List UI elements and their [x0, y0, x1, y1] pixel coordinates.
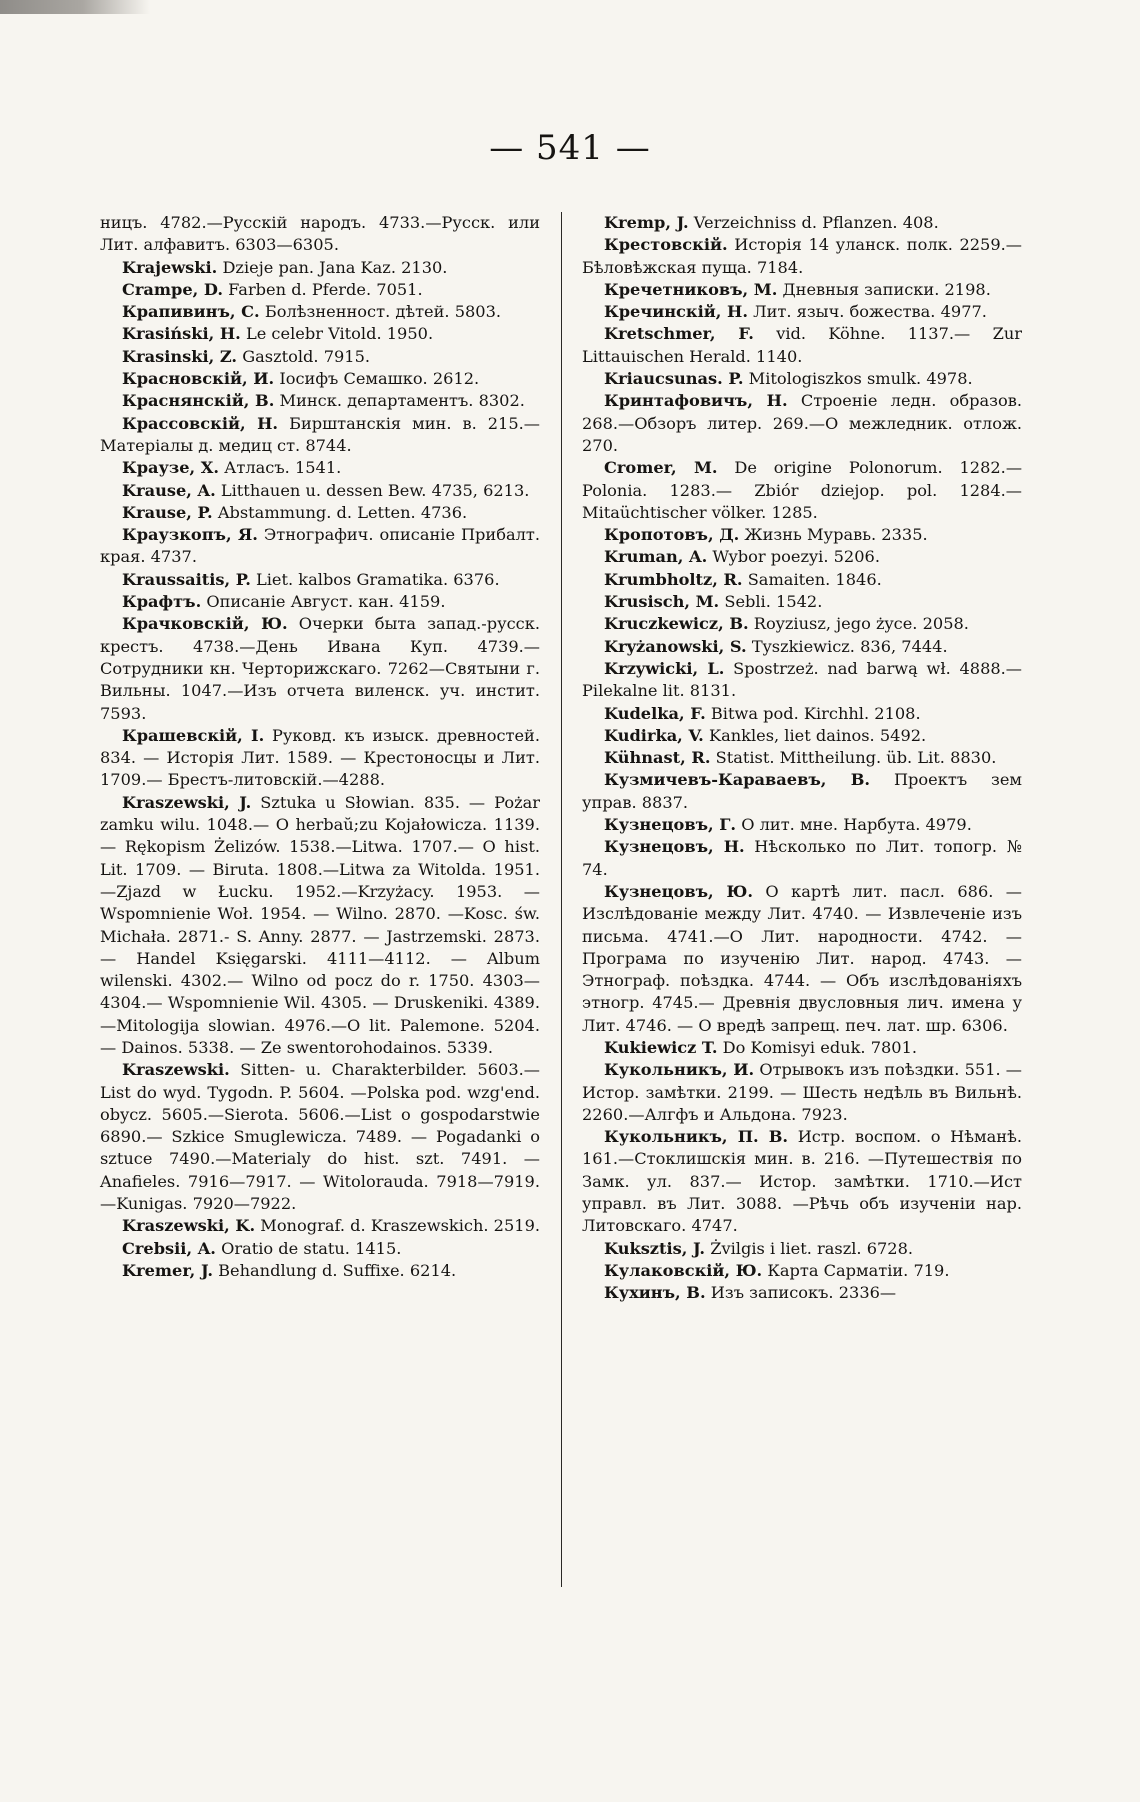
index-entry — [582, 658, 1022, 703]
entry-author: Kukiewicz T. — [604, 1037, 718, 1057]
index-entry — [100, 301, 540, 323]
entry-works: Dzieje pan. Jana Kaz. 2130. — [217, 257, 448, 277]
entry-works: Этнографич. описаніе Прибалт. края. 4737. — [100, 525, 540, 567]
index-entry — [100, 368, 540, 390]
scan-edge-mark — [0, 0, 150, 14]
index-entry — [100, 613, 540, 724]
index-entry — [100, 792, 540, 1060]
entry-works: Болѣзненност. дѣтей. 5803. — [259, 302, 502, 322]
entry-works: De origine Polonorum. 1282.—Polonia. 1283.— Zbiór dziejop. pol. 1284.—Mitaüchtischer völker. 1285. — [582, 458, 1023, 522]
index-entry — [582, 1282, 1022, 1304]
entry-author: Kruman, A. — [604, 547, 708, 567]
index-entry — [582, 814, 1022, 836]
entry-author: Kremp, J. — [604, 213, 689, 232]
entry-author: Краузкопъ, Я. — [122, 525, 258, 545]
entry-author: Кузмичевъ-Караваевъ, В. — [604, 770, 871, 790]
entry-works: Behandlung d. Suffixe. 6214. — [212, 1260, 457, 1280]
entry-author: Crampe, D. — [122, 279, 224, 299]
entry-author: Крестовскій. — [604, 235, 728, 255]
index-entry — [582, 569, 1022, 591]
entry-works: Sebli. 1542. — [719, 592, 823, 612]
entry-author: Krause, P. — [122, 502, 213, 522]
entry-works: Oratio de statu. 1415. — [215, 1238, 402, 1258]
index-entry — [582, 613, 1022, 635]
index-entry — [582, 636, 1022, 658]
index-entry — [582, 769, 1022, 814]
entry-works: Карта Сарматіи. 719. — [762, 1260, 950, 1280]
entry-works: Gasztold. 7915. — [237, 346, 371, 366]
index-entry — [582, 457, 1022, 524]
entry-works: Проектъ зем управ. 8837. — [582, 770, 1022, 812]
index-entry — [582, 1059, 1022, 1126]
entry-author: Krumbholtz, R. — [604, 569, 743, 589]
entry-author: Кузнецовъ, Г. — [604, 815, 737, 835]
entry-author: Kühnast, R. — [604, 748, 711, 768]
right-column — [582, 212, 1022, 1305]
entry-works: Нѣсколько по Лит. топогр. № 74. — [582, 837, 1022, 879]
entry-works: Истр. воспом. о Нѣманѣ. 161.—Стоклишскія мин. в. 216. —Путешествія по Замк. ул. 837.— Истор. замѣтки. 1710.—Ист управл. въ Лит. 3088. —Рѣчь объ изученіи нар. Литовскаго. 4747. — [582, 1127, 1022, 1236]
entry-author: Кречинскій, Н. — [604, 302, 748, 322]
index-entry — [100, 457, 540, 479]
entry-works: vid. Köhne. 1137.— Zur Littauischen Herald. 1140. — [582, 324, 1022, 366]
entry-works: Дневныя записки. 2198. — [777, 279, 991, 299]
column-divider — [561, 212, 562, 1587]
entry-author: Крачковскій, Ю. — [122, 614, 288, 634]
index-entry — [582, 323, 1022, 368]
index-entry — [100, 725, 540, 792]
entry-works: Verzeichniss d. Pflanzen. 408. — [688, 213, 939, 232]
entry-works: Statist. Mittheilung. üb. Lit. 8830. — [710, 748, 997, 768]
entry-author: Кринтафовичъ, Н. — [604, 391, 788, 411]
entry-works: Spostrzeż. nad barwą wł. 4888.—Pilekalne lit. 8131. — [582, 658, 1022, 701]
index-entry — [582, 747, 1022, 769]
entry-works: Wybor poezyi. 5206. — [707, 547, 880, 567]
entry-author: Krajewski. — [122, 257, 218, 277]
index-entry — [582, 836, 1022, 881]
entry-author: Kraszewski. — [122, 1060, 230, 1080]
index-entry — [100, 390, 540, 412]
index-entry — [582, 212, 1022, 234]
entry-author: Крассовскій, Н. — [122, 413, 279, 433]
entry-works: Abstammung. d. Letten. 4736. — [212, 502, 468, 522]
index-entry — [582, 546, 1022, 568]
entry-works: Изъ записокъ. 2336— — [705, 1283, 897, 1303]
index-entry — [100, 279, 540, 301]
entry-works: Sztuka u Słowian. 835. — Pożar zamku wilu. 1048.— O herbaŭ;zu Kojałowicza. 1139. — Rękopism Żelizów. 1538.—Litwa. 1707.— O hist. Lit. 1709. — Biruta. 1808.—Litwa za Witolda. 1951. —Zjazd w Łucku. 1952.—Krzyżacy. 1953. —Wspomnienie Woł. 1954. — Wilno. 2870. —Kosc. św. Michała. 2871.- S. Anny. 2877. — Jastrzemski. 2873. — Handel Księgarski. 4111—4112. — Album wilenski. 4302.— Wilno od pocz do r. 1750. 4303—4304.— Wspomnienie Wil. 4305. — Druskeniki. 4389. —Mitologija slowian. 4976.—O lit. Palemone. 5204. — Dainos. 5338. — Ze swentorohodainos. 5339. — [100, 792, 540, 1057]
entry-works: Іосифъ Семашко. 2612. — [274, 369, 480, 389]
entry-author: Краузе, Х. — [122, 458, 219, 478]
index-entry — [582, 1037, 1022, 1059]
entry-author: Cromer, M. — [604, 458, 718, 478]
index-entry — [582, 301, 1022, 323]
index-entry — [582, 703, 1022, 725]
index-entry — [100, 591, 540, 613]
entry-works: Liet. kalbos Gramatika. 6376. — [250, 569, 500, 589]
entry-works: О лит. мне. Нарбута. 4979. — [736, 815, 972, 835]
index-entry — [100, 212, 540, 257]
index-entry — [582, 1126, 1022, 1237]
entry-works: Bitwa pod. Kirchhl. 2108. — [705, 703, 921, 723]
entry-works: Руковд. къ изыск. древностей. 834. — Исторія Лит. 1589. — Крестоносцы и Лит. 1709.— Брестъ-литовскій.—4288. — [100, 725, 540, 790]
entry-works: ницъ. 4782.—Русскій народъ. 4733.—Русск. или Лит. алфавитъ. 6303—6305. — [100, 213, 540, 255]
index-entry — [100, 323, 540, 345]
entry-author: Крапивинъ, С. — [122, 302, 260, 322]
index-entry — [100, 413, 540, 458]
left-column — [100, 212, 540, 1282]
page-number: — 541 — — [489, 128, 651, 168]
index-entry — [100, 1215, 540, 1237]
entry-works: Tyszkiewicz. 836, 7444. — [746, 636, 948, 656]
entry-works: Описаніе Август. кан. 4159. — [201, 592, 446, 612]
entry-author: Kremer, J. — [122, 1260, 213, 1280]
entry-author: Кукольникъ, П. В. — [604, 1127, 789, 1147]
entry-author: Kraszewski, J. — [122, 792, 252, 812]
entry-author: Кухинъ, В. — [604, 1283, 706, 1303]
entry-author: Красновскій, И. — [122, 369, 275, 389]
entry-works: Бирштанскія мин. в. 215.—Матеріалы д. медиц ст. 8744. — [100, 413, 540, 455]
entry-works: Żvilgis i liet. raszl. 6728. — [705, 1238, 914, 1258]
entry-works: Минск. департаментъ. 8302. — [274, 391, 525, 411]
entry-author: Kretschmer, F. — [604, 324, 754, 344]
entry-works: Farben d. Pferde. 7051. — [223, 279, 423, 299]
entry-works: Samaiten. 1846. — [742, 569, 882, 589]
entry-author: Кузнецовъ, Н. — [604, 837, 745, 857]
index-entry — [100, 1238, 540, 1260]
index-entry — [582, 524, 1022, 546]
entry-author: Крашевскій, І. — [122, 725, 265, 745]
entry-author: Kuksztis, J. — [604, 1238, 706, 1258]
entry-works: Жизнь Муравь. 2335. — [739, 525, 928, 545]
entry-works: Очерки быта запад.-русск. крестъ. 4738.—День Ивана Куп. 4739.—Сотрудники кн. Черторижскаго. 7262—Святыни г. Вильны. 1047.—Изъ отчета виленск. уч. инстит. 7593. — [100, 614, 541, 723]
entry-author: Kraszewski, K. — [122, 1216, 256, 1236]
entry-author: Crebsii, A. — [122, 1238, 216, 1258]
entry-author: Кузнецовъ, Ю. — [604, 881, 754, 901]
index-entry — [100, 524, 540, 569]
entry-works: Атласъ. 1541. — [219, 458, 342, 478]
index-entry — [582, 390, 1022, 457]
entry-author: Крафтъ. — [122, 592, 202, 612]
entry-works: Do Komisyi eduk. 7801. — [717, 1037, 918, 1057]
entry-author: Кречетниковъ, М. — [604, 279, 778, 299]
index-entry — [100, 346, 540, 368]
entry-works: Исторія 14 уланск. полк. 2259.—Бѣловѣжская пуща. 7184. — [582, 235, 1022, 277]
entry-works: Sitten- u. Charakterbilder. 5603.—List do wyd. Tygodn. P. 5604. —Polska pod. wzg'end. obycz. 5605.—Sierota. 5606.—List o gospodarstwie 6890.— Szkice Smuglewicza. 7489. — Pogadanki o sztuce 7490.—Materialy do hist. szt. 7491. — Anafieles. 7916—7917. — Witolorauda. 7918—7919.—Kunigas. 7920—7922. — [100, 1060, 540, 1214]
index-entry — [582, 591, 1022, 613]
index-entry — [582, 881, 1022, 1037]
index-entry — [100, 1260, 540, 1282]
entry-works: Отрывокъ изъ поѣздки. 551. — Истор. замѣтки. 2199. — Шесть недѣль въ Вильнѣ. 2260.—Алгфъ и Альдона. 7923. — [582, 1060, 1022, 1124]
entry-author: Кулаковскій, Ю. — [604, 1260, 763, 1280]
entry-works: Mitologiszkos smulk. 4978. — [743, 369, 973, 389]
entry-author: Krzywicki, L. — [604, 658, 725, 678]
index-entry — [100, 257, 540, 279]
entry-author: Кропотовъ, Д. — [604, 525, 740, 545]
entry-works: Kankles, liet dainos. 5492. — [703, 725, 927, 745]
index-entry — [582, 279, 1022, 301]
entry-author: Krusisch, M. — [604, 592, 720, 612]
entry-author: Kudelka, F. — [604, 703, 706, 723]
index-entry — [100, 502, 540, 524]
entry-author: Kraussaitis, P. — [122, 569, 251, 589]
entry-author: Krause, A. — [122, 480, 216, 500]
entry-author: Kryżanowski, S. — [604, 636, 747, 656]
entry-author: Kriaucsunas. P. — [604, 369, 744, 389]
entry-works: Royziusz, jego życe. 2058. — [748, 614, 969, 634]
entry-author: Krasiński, H. — [122, 324, 241, 344]
index-entry — [582, 1238, 1022, 1260]
entry-works: Le celebr Vitold. 1950. — [240, 324, 434, 344]
entry-author: Краснянскій, В. — [122, 391, 275, 411]
entry-author: Kudirka, V. — [604, 725, 704, 745]
entry-author: Krasinski, Z. — [122, 346, 238, 366]
index-entry — [100, 480, 540, 502]
entry-works: Litthauen u. dessen Bew. 4735, 6213. — [215, 480, 530, 500]
index-entry — [100, 569, 540, 591]
index-entry — [582, 725, 1022, 747]
entry-works: О картѣ лит. пасл. 686. — Изслѣдованіе между Лит. 4740. — Извлеченіе изъ письма. 4741.—О Лит. народности. 4742. — Програма по изученію Лит. народ. 4743. — Этнограф. поѣздка. 4744. — Объ изслѣдованіяхъ этногр. 4745.— Древнія двусловныя лич. имена у Лит. 4746. — О вредѣ запрещ. печ. лат. шр. 6306. — [582, 881, 1022, 1035]
index-entry — [582, 234, 1022, 279]
entry-author: Kruczkewicz, B. — [604, 614, 749, 634]
entry-works: Строеніе ледн. образов. 268.—Обзоръ литер. 269.—О межледник. отлож. 270. — [582, 391, 1022, 455]
index-entry — [100, 1059, 540, 1215]
entry-works: Лит. языч. божества. 4977. — [747, 302, 987, 322]
index-entry — [582, 1260, 1022, 1282]
entry-works: Monograf. d. Kraszewskich. 2519. — [255, 1216, 541, 1236]
entry-author: Кукольникъ, И. — [604, 1060, 755, 1080]
index-entry — [582, 368, 1022, 390]
